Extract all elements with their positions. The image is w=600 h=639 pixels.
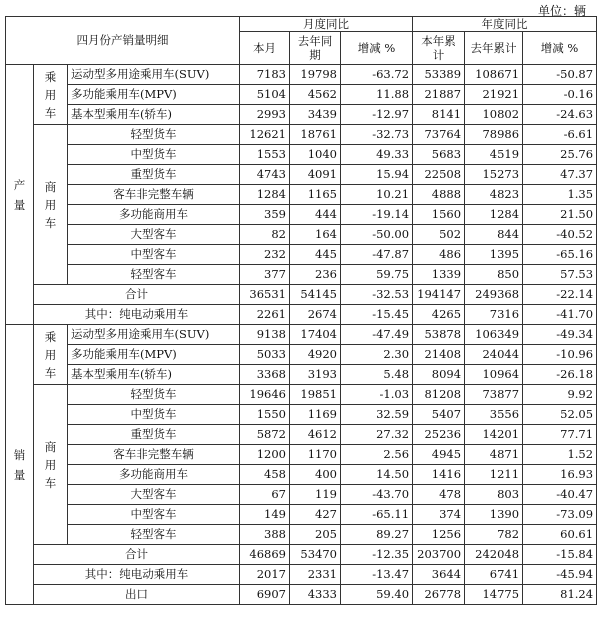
cell-last-year-same: 17404 — [290, 325, 341, 345]
cell-last-ytd: 21921 — [465, 85, 523, 105]
table-row — [6, 165, 597, 185]
cell-this-month: 3368 — [240, 365, 290, 385]
cell-change-pct: -43.70 — [341, 485, 413, 505]
cell-last-year-same: 54145 — [290, 285, 341, 305]
cell-this-month: 9138 — [240, 325, 290, 345]
cell-ytd-change-pct: -50.87 — [523, 65, 597, 85]
row-label: 其中：纯电动乘用车 — [34, 565, 240, 585]
cell-change-pct: 15.94 — [341, 165, 413, 185]
cell-ytd: 25236 — [413, 425, 465, 445]
cell-ytd-change-pct: -6.61 — [523, 125, 597, 145]
cell-last-ytd: 78986 — [465, 125, 523, 145]
cell-ytd: 4945 — [413, 445, 465, 465]
cell-ytd: 8141 — [413, 105, 465, 125]
cell-last-ytd: 7316 — [465, 305, 523, 325]
table-title: 四月份产销量明细 — [6, 17, 240, 65]
cell-last-year-same: 19798 — [290, 65, 341, 85]
table-row — [6, 445, 597, 465]
table-row — [6, 185, 597, 205]
cell-ytd: 73764 — [413, 125, 465, 145]
cell-ytd: 4265 — [413, 305, 465, 325]
ev-row — [6, 565, 597, 585]
row-label: 中型货车 — [68, 405, 240, 425]
export-row — [6, 585, 597, 605]
cell-last-ytd: 4871 — [465, 445, 523, 465]
cell-last-ytd: 3556 — [465, 405, 523, 425]
subgroup-name: 乘用车 — [44, 69, 57, 120]
cell-last-year-same: 445 — [290, 245, 341, 265]
cell-last-ytd: 24044 — [465, 345, 523, 365]
section-label — [6, 325, 34, 605]
cell-this-month: 1553 — [240, 145, 290, 165]
cell-last-ytd: 6741 — [465, 565, 523, 585]
subgroup-name: 商用车 — [44, 179, 57, 230]
cell-this-month: 2993 — [240, 105, 290, 125]
col-change-pct-2: 增减 % — [523, 32, 597, 65]
cell-ytd-change-pct: 25.76 — [523, 145, 597, 165]
cell-last-ytd: 14775 — [465, 585, 523, 605]
cell-last-ytd: 1284 — [465, 205, 523, 225]
cell-change-pct: -32.53 — [341, 285, 413, 305]
cell-ytd-change-pct: 21.50 — [523, 205, 597, 225]
cell-change-pct: 2.56 — [341, 445, 413, 465]
cell-ytd: 8094 — [413, 365, 465, 385]
cell-ytd-change-pct: 47.37 — [523, 165, 597, 185]
table-row — [6, 265, 597, 285]
cell-ytd-change-pct: -26.18 — [523, 365, 597, 385]
subgroup-commercial — [34, 385, 68, 545]
cell-last-year-same: 236 — [290, 265, 341, 285]
cell-change-pct: 14.50 — [341, 465, 413, 485]
cell-this-month: 36531 — [240, 285, 290, 305]
subgroup-passenger — [34, 65, 68, 125]
col-this-month: 本月 — [240, 32, 290, 65]
row-label: 运动型多用途乘用车(SUV) — [68, 325, 240, 345]
cell-last-year-same: 3193 — [290, 365, 341, 385]
table-row — [6, 125, 597, 145]
cell-this-month: 359 — [240, 205, 290, 225]
table-row — [6, 465, 597, 485]
cell-ytd: 81208 — [413, 385, 465, 405]
col-change-pct: 增减 % — [341, 32, 413, 65]
cell-ytd-change-pct: -41.70 — [523, 305, 597, 325]
cell-last-ytd: 14201 — [465, 425, 523, 445]
cell-ytd: 486 — [413, 245, 465, 265]
row-label: 轻型客车 — [68, 525, 240, 545]
cell-change-pct: -47.49 — [341, 325, 413, 345]
row-label: 基本型乘用车(轿车) — [68, 365, 240, 385]
cell-this-month: 46869 — [240, 545, 290, 565]
cell-change-pct: -32.73 — [341, 125, 413, 145]
cell-ytd: 21887 — [413, 85, 465, 105]
cell-change-pct: -12.35 — [341, 545, 413, 565]
cell-ytd: 1416 — [413, 465, 465, 485]
cell-this-month: 2261 — [240, 305, 290, 325]
cell-change-pct: 32.59 — [341, 405, 413, 425]
row-label: 重型货车 — [68, 425, 240, 445]
cell-last-year-same: 18761 — [290, 125, 341, 145]
table-row — [6, 145, 597, 165]
cell-this-month: 6907 — [240, 585, 290, 605]
cell-ytd: 1560 — [413, 205, 465, 225]
cell-this-month: 19646 — [240, 385, 290, 405]
cell-last-year-same: 4562 — [290, 85, 341, 105]
cell-this-month: 12621 — [240, 125, 290, 145]
cell-this-month: 377 — [240, 265, 290, 285]
cell-ytd: 21408 — [413, 345, 465, 365]
cell-ytd-change-pct: -40.47 — [523, 485, 597, 505]
cell-last-ytd: 782 — [465, 525, 523, 545]
cell-change-pct: 27.32 — [341, 425, 413, 445]
subgroup-name: 乘用车 — [44, 329, 57, 380]
cell-last-ytd: 108671 — [465, 65, 523, 85]
table-row — [6, 345, 597, 365]
section-name: 产量 — [13, 177, 26, 212]
cell-last-ytd: 106349 — [465, 325, 523, 345]
cell-ytd-change-pct: -24.63 — [523, 105, 597, 125]
cell-change-pct: 5.48 — [341, 365, 413, 385]
cell-change-pct: 11.88 — [341, 85, 413, 105]
cell-ytd: 4888 — [413, 185, 465, 205]
cell-last-ytd: 1390 — [465, 505, 523, 525]
cell-last-year-same: 2674 — [290, 305, 341, 325]
cell-ytd-change-pct: 57.53 — [523, 265, 597, 285]
cell-change-pct: 89.27 — [341, 525, 413, 545]
row-label: 基本型乘用车(轿车) — [68, 105, 240, 125]
cell-ytd-change-pct: 81.24 — [523, 585, 597, 605]
cell-change-pct: -13.47 — [341, 565, 413, 585]
row-label: 多功能乘用车(MPV) — [68, 85, 240, 105]
row-label: 轻型客车 — [68, 265, 240, 285]
cell-this-month: 458 — [240, 465, 290, 485]
cell-change-pct: -12.97 — [341, 105, 413, 125]
cell-last-year-same: 4920 — [290, 345, 341, 365]
row-label: 中型客车 — [68, 245, 240, 265]
cell-ytd: 194147 — [413, 285, 465, 305]
total-row — [6, 285, 597, 305]
row-label: 轻型货车 — [68, 385, 240, 405]
cell-last-year-same: 427 — [290, 505, 341, 525]
cell-last-year-same: 4091 — [290, 165, 341, 185]
sales-production-table — [5, 16, 597, 605]
col-ytd: 本年累计 — [413, 32, 465, 65]
cell-last-ytd: 850 — [465, 265, 523, 285]
table-row — [6, 105, 597, 125]
unit-label: 单位：辆 — [537, 4, 586, 18]
cell-this-month: 1284 — [240, 185, 290, 205]
cell-ytd-change-pct: 16.93 — [523, 465, 597, 485]
subgroup-passenger — [34, 325, 68, 385]
cell-ytd-change-pct: -15.84 — [523, 545, 597, 565]
cell-this-month: 7183 — [240, 65, 290, 85]
cell-last-year-same: 19851 — [290, 385, 341, 405]
cell-ytd: 1339 — [413, 265, 465, 285]
table-row — [6, 205, 597, 225]
monthly-header: 月度同比 — [240, 17, 413, 32]
cell-last-ytd: 249368 — [465, 285, 523, 305]
cell-ytd: 374 — [413, 505, 465, 525]
cell-ytd-change-pct: -73.09 — [523, 505, 597, 525]
cell-change-pct: 10.21 — [341, 185, 413, 205]
cell-last-year-same: 3439 — [290, 105, 341, 125]
row-label: 出口 — [34, 585, 240, 605]
cell-this-month: 149 — [240, 505, 290, 525]
row-label: 中型货车 — [68, 145, 240, 165]
section-label — [6, 65, 34, 325]
cell-last-year-same: 1040 — [290, 145, 341, 165]
table-row — [6, 65, 597, 85]
cell-ytd: 26778 — [413, 585, 465, 605]
cell-ytd-change-pct: -49.34 — [523, 325, 597, 345]
cell-this-month: 5872 — [240, 425, 290, 445]
cell-last-year-same: 164 — [290, 225, 341, 245]
cell-ytd-change-pct: 52.05 — [523, 405, 597, 425]
cell-change-pct: -1.03 — [341, 385, 413, 405]
cell-last-year-same: 53470 — [290, 545, 341, 565]
row-label: 运动型多用途乘用车(SUV) — [68, 65, 240, 85]
cell-this-month: 82 — [240, 225, 290, 245]
cell-ytd: 1256 — [413, 525, 465, 545]
row-label: 多功能商用车 — [68, 465, 240, 485]
row-label: 客车非完整车辆 — [68, 445, 240, 465]
cell-last-year-same: 444 — [290, 205, 341, 225]
row-label: 轻型货车 — [68, 125, 240, 145]
row-label: 合计 — [34, 545, 240, 565]
cell-last-ytd: 242048 — [465, 545, 523, 565]
cell-last-year-same: 2331 — [290, 565, 341, 585]
row-label: 合计 — [34, 285, 240, 305]
cell-this-month: 388 — [240, 525, 290, 545]
yearly-header: 年度同比 — [413, 17, 597, 32]
cell-ytd-change-pct: 77.71 — [523, 425, 597, 445]
row-label: 多功能商用车 — [68, 205, 240, 225]
cell-last-ytd: 4519 — [465, 145, 523, 165]
cell-change-pct: 2.30 — [341, 345, 413, 365]
cell-last-year-same: 4333 — [290, 585, 341, 605]
row-label: 大型客车 — [68, 225, 240, 245]
row-label: 重型货车 — [68, 165, 240, 185]
cell-change-pct: -63.72 — [341, 65, 413, 85]
cell-ytd-change-pct: 60.61 — [523, 525, 597, 545]
ev-row — [6, 305, 597, 325]
cell-last-year-same: 1170 — [290, 445, 341, 465]
subgroup-commercial — [34, 125, 68, 285]
cell-last-year-same: 400 — [290, 465, 341, 485]
cell-last-year-same: 1165 — [290, 185, 341, 205]
cell-ytd-change-pct: -0.16 — [523, 85, 597, 105]
cell-ytd: 478 — [413, 485, 465, 505]
cell-last-ytd: 73877 — [465, 385, 523, 405]
cell-change-pct: 59.40 — [341, 585, 413, 605]
table-row — [6, 525, 597, 545]
cell-last-ytd: 1211 — [465, 465, 523, 485]
row-label: 大型客车 — [68, 485, 240, 505]
cell-ytd: 5407 — [413, 405, 465, 425]
cell-this-month: 1550 — [240, 405, 290, 425]
row-label: 其中：纯电动乘用车 — [34, 305, 240, 325]
cell-last-year-same: 4612 — [290, 425, 341, 445]
row-label: 多功能乘用车(MPV) — [68, 345, 240, 365]
cell-ytd-change-pct: 1.35 — [523, 185, 597, 205]
cell-this-month: 4743 — [240, 165, 290, 185]
row-label: 客车非完整车辆 — [68, 185, 240, 205]
cell-this-month: 2017 — [240, 565, 290, 585]
table-row — [6, 505, 597, 525]
table-row — [6, 485, 597, 505]
cell-last-ytd: 844 — [465, 225, 523, 245]
cell-last-ytd: 1395 — [465, 245, 523, 265]
cell-last-ytd: 10964 — [465, 365, 523, 385]
cell-last-ytd: 10802 — [465, 105, 523, 125]
table-row — [6, 85, 597, 105]
cell-ytd-change-pct: -10.96 — [523, 345, 597, 365]
cell-change-pct: -50.00 — [341, 225, 413, 245]
cell-ytd-change-pct: -40.52 — [523, 225, 597, 245]
cell-ytd: 5683 — [413, 145, 465, 165]
table-row — [6, 225, 597, 245]
cell-this-month: 232 — [240, 245, 290, 265]
cell-ytd: 53878 — [413, 325, 465, 345]
cell-this-month: 5104 — [240, 85, 290, 105]
cell-ytd: 22508 — [413, 165, 465, 185]
cell-this-month: 1200 — [240, 445, 290, 465]
cell-ytd-change-pct: -45.94 — [523, 565, 597, 585]
total-row — [6, 545, 597, 565]
table-row — [6, 385, 597, 405]
cell-last-ytd: 4823 — [465, 185, 523, 205]
cell-ytd: 203700 — [413, 545, 465, 565]
cell-this-month: 5033 — [240, 345, 290, 365]
col-last-ytd: 去年累计 — [465, 32, 523, 65]
cell-last-year-same: 1169 — [290, 405, 341, 425]
cell-ytd: 3644 — [413, 565, 465, 585]
cell-ytd: 53389 — [413, 65, 465, 85]
cell-ytd-change-pct: 9.92 — [523, 385, 597, 405]
cell-this-month: 67 — [240, 485, 290, 505]
cell-change-pct: -15.45 — [341, 305, 413, 325]
cell-ytd: 502 — [413, 225, 465, 245]
row-label: 中型客车 — [68, 505, 240, 525]
table-row — [6, 365, 597, 385]
cell-last-year-same: 205 — [290, 525, 341, 545]
cell-ytd-change-pct: 1.52 — [523, 445, 597, 465]
cell-change-pct: -65.11 — [341, 505, 413, 525]
cell-change-pct: -47.87 — [341, 245, 413, 265]
cell-change-pct: 59.75 — [341, 265, 413, 285]
subgroup-name: 商用车 — [44, 439, 57, 490]
table-row — [6, 245, 597, 265]
cell-change-pct: -19.14 — [341, 205, 413, 225]
cell-ytd-change-pct: -22.14 — [523, 285, 597, 305]
section-name: 销量 — [13, 447, 26, 482]
cell-ytd-change-pct: -65.16 — [523, 245, 597, 265]
table-row — [6, 405, 597, 425]
cell-last-ytd: 803 — [465, 485, 523, 505]
col-last-year-same: 去年同期 — [290, 32, 341, 65]
table-row — [6, 425, 597, 445]
cell-change-pct: 49.33 — [341, 145, 413, 165]
cell-last-ytd: 15273 — [465, 165, 523, 185]
cell-last-year-same: 119 — [290, 485, 341, 505]
table-row — [6, 325, 597, 345]
